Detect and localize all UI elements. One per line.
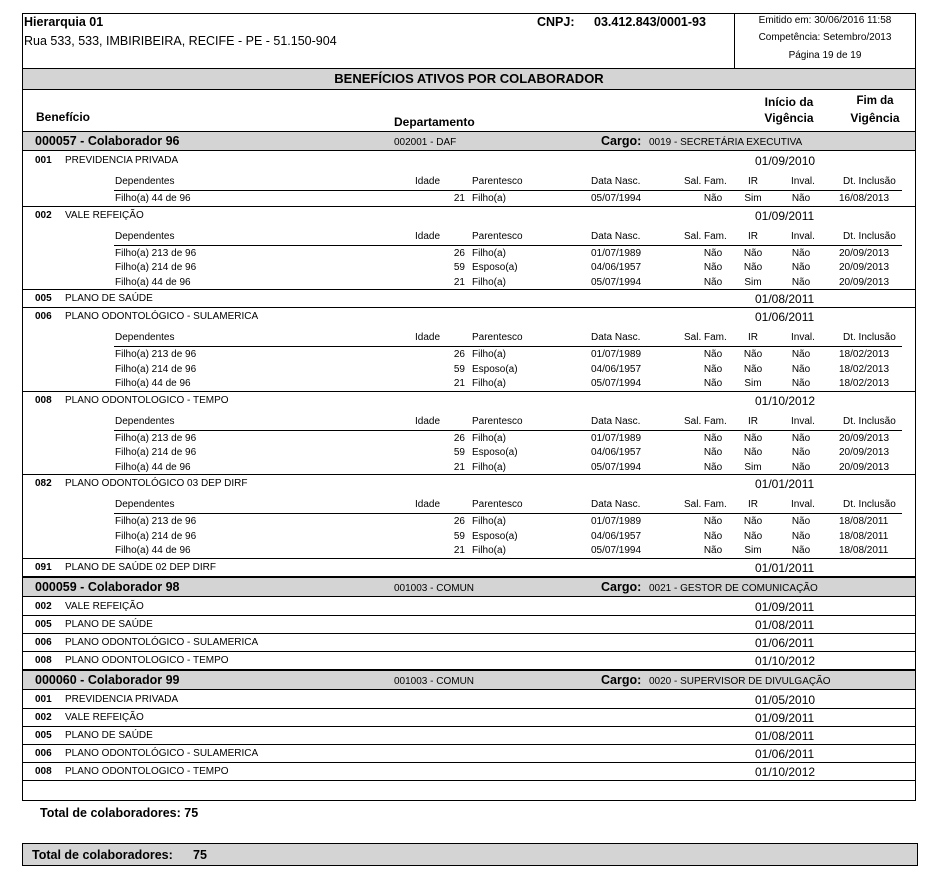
dependent-name: Filho(a) 214 de 96	[115, 262, 197, 273]
dependent-sf: Não	[703, 363, 723, 375]
employee-cargo: 0020 - SUPERVISOR DE DIVULGAÇÃO	[649, 675, 831, 687]
dep-header-sf: Sal. Fam.	[684, 415, 727, 427]
dependent-sf: Não	[703, 378, 723, 389]
dependent-par: Esposo(a)	[472, 262, 518, 273]
report-title: BENEFÍCIOS ATIVOS POR COLABORADOR	[22, 68, 916, 90]
dep-header-inv: Inval.	[791, 176, 815, 187]
employee-header	[23, 670, 915, 690]
dependent-idade: 21	[453, 378, 465, 389]
dependent-dn: 05/07/1994	[591, 378, 642, 389]
dependent-dt: 20/09/2013	[839, 276, 890, 288]
dependent-inv: Não	[791, 461, 811, 473]
benefit-row	[23, 727, 915, 743]
dependent-idade: 26	[453, 516, 465, 527]
benefit-start-date: 01/10/2012	[755, 764, 816, 779]
dependent-sf: Não	[703, 545, 723, 556]
dependents-header-rule	[114, 190, 902, 191]
dependent-dt: 20/09/2013	[839, 262, 890, 273]
employee-header	[23, 577, 915, 597]
benefit-start-date: 01/01/2011	[755, 560, 815, 575]
dep-header-name: Dependentes	[115, 332, 175, 343]
employee-code: 000060 - Colaborador 99	[35, 672, 180, 687]
benefit-row	[23, 691, 915, 707]
dependent-dt: 18/08/2011	[839, 516, 889, 527]
dep-header-dt: Dt. Inclusão	[843, 332, 896, 343]
dependent-dn: 01/07/1989	[591, 516, 642, 527]
employee-code: 000057 - Colaborador 96	[35, 134, 180, 148]
dep-header-dn: Data Nasc.	[591, 332, 641, 343]
dependent-idade: 59	[453, 363, 465, 375]
benefit-start-date: 01/01/2011	[755, 477, 815, 491]
benefit-name: PLANO ODONTOLÓGICO - SULAMERICA	[65, 311, 259, 322]
cnpj-label: CNPJ:	[537, 15, 575, 29]
dep-header-dt: Dt. Inclusão	[843, 230, 896, 242]
dependent-name: Filho(a) 44 de 96	[115, 276, 191, 288]
dependent-sf: Não	[703, 247, 723, 259]
employee-header	[23, 131, 915, 151]
dependent-name: Filho(a) 214 de 96	[115, 447, 197, 458]
company-address: Rua 533, 533, IMBIRIBEIRA, RECIFE - PE - 51.150-904	[24, 34, 337, 48]
dependent-dn: 01/07/1989	[591, 349, 642, 360]
dependent-par: Filho(a)	[472, 193, 506, 204]
benefit-start-date: 01/09/2011	[755, 710, 815, 725]
dependent-ir: Sim	[744, 193, 762, 204]
dependent-sf: Não	[703, 349, 723, 360]
cargo-label: Cargo:	[601, 579, 642, 594]
dependent-name: Filho(a) 214 de 96	[115, 530, 197, 542]
benefit-code: 008	[35, 765, 52, 777]
dependent-inv: Não	[791, 262, 811, 273]
benefit-start-date: 01/06/2011	[755, 310, 815, 324]
dep-header-sf: Sal. Fam.	[684, 332, 727, 343]
dependent-idade: 26	[453, 432, 465, 444]
dependents-header	[23, 416, 915, 430]
employee-department: 001003 - COMUN	[394, 582, 475, 594]
dependent-inv: Não	[791, 447, 811, 458]
dependent-ir: Não	[743, 363, 763, 375]
dependent-par: Filho(a)	[472, 276, 506, 288]
employee-department: 002001 - DAF	[394, 137, 457, 148]
benefit-start-date: 01/10/2012	[755, 393, 816, 408]
benefit-start-date: 01/08/2011	[755, 292, 815, 306]
benefit-name: VALE REFEIÇÃO	[65, 600, 144, 612]
col-departamento: Departamento	[394, 115, 475, 129]
dependent-row	[23, 531, 915, 545]
dep-header-sf: Sal. Fam.	[684, 499, 727, 510]
dependent-dt: 18/08/2011	[839, 545, 889, 556]
dependent-inv: Não	[791, 530, 811, 542]
dep-header-inv: Inval.	[791, 499, 815, 510]
dependents-header	[23, 499, 915, 513]
dep-header-sf: Sal. Fam.	[684, 176, 727, 187]
dependents-header-rule	[114, 513, 902, 514]
dependent-ir: Não	[743, 247, 763, 259]
total-colaboradores: Total de colaboradores: 75	[40, 806, 199, 820]
benefit-row	[23, 392, 915, 408]
dep-header-ir: IR	[748, 176, 758, 187]
dep-header-ir: IR	[748, 415, 758, 427]
dependent-par: Esposo(a)	[472, 447, 518, 458]
dep-header-name: Dependentes	[115, 230, 175, 242]
dependent-inv: Não	[791, 545, 811, 556]
dependent-row	[23, 248, 915, 262]
dependent-par: Filho(a)	[472, 461, 506, 473]
dependent-ir: Sim	[744, 276, 762, 288]
dep-header-ir: IR	[748, 230, 758, 242]
benefit-name: PLANO DE SAÚDE	[65, 729, 153, 741]
employee-department: 001003 - COMUN	[394, 675, 475, 687]
dependent-sf: Não	[703, 447, 723, 458]
dependent-sf: Não	[703, 432, 723, 444]
dependent-par: Filho(a)	[472, 516, 506, 527]
dependent-ir: Sim	[744, 461, 762, 473]
dependents-header	[23, 231, 915, 245]
employee-cargo: 0021 - GESTOR DE COMUNICAÇÃO	[649, 582, 818, 594]
col-fim-1: Fim da	[856, 95, 894, 107]
dep-header-dn: Data Nasc.	[591, 230, 641, 242]
dependent-par: Filho(a)	[472, 545, 506, 556]
dep-header-inv: Inval.	[791, 230, 815, 242]
cargo-label: Cargo:	[601, 672, 642, 687]
dependents-header	[23, 176, 915, 190]
emitted-date: Emitido em: 30/06/2016 11:58	[758, 15, 892, 26]
dependent-name: Filho(a) 213 de 96	[115, 432, 197, 444]
dependent-name: Filho(a) 213 de 96	[115, 349, 197, 360]
dependent-sf: Não	[703, 516, 723, 527]
dependent-inv: Não	[791, 432, 811, 444]
dependent-row	[23, 364, 915, 378]
dependent-ir: Não	[743, 349, 763, 360]
benefit-code: 006	[35, 311, 52, 322]
dependents-header-rule	[114, 430, 902, 431]
dependent-idade: 59	[453, 530, 465, 542]
col-inicio-1: Início da	[764, 95, 814, 109]
benefit-name: PLANO DE SAÚDE 02 DEP DIRF	[65, 561, 216, 573]
dependent-name: Filho(a) 213 de 96	[115, 516, 197, 527]
dependent-idade: 21	[453, 461, 465, 473]
dependent-par: Filho(a)	[472, 349, 506, 360]
col-beneficio: Benefício	[36, 110, 91, 124]
dependent-par: Filho(a)	[472, 247, 506, 259]
dep-header-ir: IR	[748, 332, 758, 343]
employee-cargo: 0019 - SECRETÁRIA EXECUTIVA	[649, 137, 803, 148]
cnpj-value: 03.412.843/0001-93	[594, 15, 706, 29]
dep-header-dt: Dt. Inclusão	[843, 415, 896, 427]
dependent-dn: 05/07/1994	[591, 545, 642, 556]
dep-header-par: Parentesco	[472, 415, 523, 427]
benefit-row	[23, 308, 915, 324]
benefit-code: 002	[35, 600, 52, 612]
grand-total-bar	[22, 843, 918, 866]
benefit-row	[23, 475, 915, 491]
dependent-idade: 26	[453, 247, 465, 259]
dependent-inv: Não	[791, 378, 811, 389]
dependent-par: Esposo(a)	[472, 363, 518, 375]
dependent-name: Filho(a) 44 de 96	[115, 193, 191, 204]
grand-total-label: Total de colaboradores:	[32, 848, 173, 862]
benefit-name: PLANO ODONTOLÓGICO 03 DEP DIRF	[65, 478, 248, 489]
dependent-dt: 20/09/2013	[839, 461, 890, 473]
col-inicio-2: Vigência	[764, 111, 814, 125]
dep-header-par: Parentesco	[472, 176, 523, 187]
dep-header-par: Parentesco	[472, 332, 523, 343]
dependent-sf: Não	[703, 461, 723, 473]
dependent-row	[23, 262, 915, 276]
dependent-inv: Não	[791, 363, 811, 375]
benefit-row	[23, 598, 915, 614]
dependent-row	[23, 349, 915, 363]
benefit-name: PLANO ODONTOLOGICO - TEMPO	[65, 394, 229, 406]
benefit-name: PREVIDENCIA PRIVADA	[65, 693, 179, 705]
employee-code: 000059 - Colaborador 98	[35, 579, 180, 594]
dep-header-name: Dependentes	[115, 176, 175, 187]
dep-header-idade: Idade	[415, 230, 441, 242]
benefit-row	[23, 290, 915, 306]
dep-header-inv: Inval.	[791, 415, 815, 427]
benefit-row	[23, 652, 915, 668]
dependent-idade: 59	[453, 262, 465, 273]
benefit-row	[23, 559, 915, 575]
dependent-ir: Não	[743, 516, 763, 527]
benefit-code: 006	[35, 747, 52, 759]
benefit-code: 001	[35, 693, 52, 705]
dependent-inv: Não	[791, 193, 811, 204]
dependent-idade: 26	[453, 349, 465, 360]
dependent-name: Filho(a) 44 de 96	[115, 378, 191, 389]
dependent-name: Filho(a) 214 de 96	[115, 363, 197, 375]
dependent-row	[23, 433, 915, 447]
dependent-ir: Não	[743, 262, 763, 273]
dependent-dn: 04/06/1957	[591, 530, 642, 542]
benefit-name: PLANO DE SAÚDE	[65, 293, 153, 304]
dependent-inv: Não	[791, 349, 811, 360]
row-separator	[23, 780, 915, 781]
dependent-dn: 05/07/1994	[591, 276, 642, 288]
dep-header-sf: Sal. Fam.	[684, 230, 727, 242]
dep-header-idade: Idade	[415, 176, 441, 187]
dependent-dn: 01/07/1989	[591, 247, 642, 259]
dep-header-idade: Idade	[415, 499, 441, 510]
competencia: Competência: Setembro/2013	[758, 32, 892, 43]
benefit-name: PREVIDENCIA PRIVADA	[65, 155, 179, 166]
benefit-start-date: 01/09/2010	[755, 154, 816, 168]
dependent-idade: 21	[453, 276, 465, 288]
dependent-ir: Sim	[744, 545, 762, 556]
benefit-name: PLANO ODONTOLÓGICO - SULAMERICA	[65, 747, 259, 759]
benefit-name: PLANO ODONTOLOGICO - TEMPO	[65, 765, 229, 777]
dependent-ir: Não	[743, 447, 763, 458]
benefit-code: 006	[35, 636, 52, 648]
dependent-par: Esposo(a)	[472, 530, 518, 542]
benefit-row	[23, 763, 915, 779]
dependent-dt: 20/09/2013	[839, 247, 890, 259]
dep-header-par: Parentesco	[472, 230, 523, 242]
dependent-sf: Não	[703, 262, 723, 273]
benefit-code: 005	[35, 293, 52, 304]
col-fim-2: Vigência	[850, 111, 900, 125]
benefit-code: 001	[35, 155, 52, 166]
dependents-header	[23, 332, 915, 346]
dep-header-ir: IR	[748, 499, 758, 510]
dependent-sf: Não	[703, 193, 723, 204]
dep-header-dt: Dt. Inclusão	[843, 499, 896, 510]
dependents-header-rule	[114, 245, 902, 246]
benefit-code: 091	[35, 561, 52, 573]
dependent-name: Filho(a) 44 de 96	[115, 461, 191, 473]
benefit-code: 008	[35, 394, 52, 406]
company-name: Hierarquia 01	[24, 15, 104, 29]
dependent-dn: 04/06/1957	[591, 447, 642, 458]
dep-header-dt: Dt. Inclusão	[843, 176, 896, 187]
benefit-row	[23, 634, 915, 650]
dependent-row	[23, 516, 915, 530]
dependent-dt: 16/08/2013	[839, 193, 890, 204]
benefit-row	[23, 152, 915, 168]
benefit-code: 005	[35, 618, 52, 630]
dependent-ir: Sim	[744, 378, 762, 389]
dependent-row	[23, 447, 915, 461]
dependent-dn: 04/06/1957	[591, 262, 642, 273]
dependent-par: Filho(a)	[472, 432, 506, 444]
benefit-name: VALE REFEIÇÃO	[65, 711, 144, 723]
dependent-name: Filho(a) 44 de 96	[115, 545, 191, 556]
dependent-idade: 21	[453, 545, 465, 556]
benefit-row	[23, 745, 915, 761]
dep-header-idade: Idade	[415, 332, 441, 343]
dependents-header-rule	[114, 346, 902, 347]
benefit-start-date: 01/06/2011	[755, 746, 815, 761]
dependent-dt: 18/08/2011	[839, 530, 889, 542]
dep-header-dn: Data Nasc.	[591, 176, 641, 187]
benefit-start-date: 01/10/2012	[755, 653, 816, 668]
benefit-start-date: 01/05/2010	[755, 692, 816, 707]
dependent-dn: 05/07/1994	[591, 461, 642, 473]
dep-header-par: Parentesco	[472, 499, 523, 510]
cargo-label: Cargo:	[601, 134, 642, 148]
dependent-inv: Não	[791, 247, 811, 259]
benefit-code: 002	[35, 209, 52, 221]
benefit-code: 008	[35, 654, 52, 666]
dependent-dn: 05/07/1994	[591, 193, 642, 204]
dependent-idade: 21	[453, 193, 465, 204]
benefit-start-date: 01/08/2011	[755, 617, 815, 632]
dependent-idade: 59	[453, 447, 465, 458]
benefit-start-date: 01/08/2011	[755, 728, 815, 743]
dep-header-dn: Data Nasc.	[591, 415, 641, 427]
page-number: Página 19 de 19	[788, 50, 862, 61]
benefit-name: PLANO DE SAÚDE	[65, 618, 153, 630]
benefit-start-date: 01/09/2011	[755, 599, 815, 614]
dependent-dn: 01/07/1989	[591, 432, 642, 444]
dependent-dt: 20/09/2013	[839, 432, 890, 444]
dependent-sf: Não	[703, 530, 723, 542]
dependent-inv: Não	[791, 276, 811, 288]
dependent-sf: Não	[703, 276, 723, 288]
dependent-dn: 04/06/1957	[591, 363, 642, 375]
benefit-start-date: 01/06/2011	[755, 635, 815, 650]
dep-header-dn: Data Nasc.	[591, 499, 641, 510]
dependent-dt: 18/02/2013	[839, 378, 890, 389]
dependent-dt: 18/02/2013	[839, 363, 890, 375]
benefit-code: 082	[35, 478, 52, 489]
benefit-start-date: 01/09/2011	[755, 208, 815, 223]
dependent-name: Filho(a) 213 de 96	[115, 247, 197, 259]
dep-header-name: Dependentes	[115, 499, 175, 510]
dependent-inv: Não	[791, 516, 811, 527]
dep-header-inv: Inval.	[791, 332, 815, 343]
benefit-code: 002	[35, 711, 52, 723]
dependent-par: Filho(a)	[472, 378, 506, 389]
benefit-row	[23, 616, 915, 632]
dep-header-name: Dependentes	[115, 415, 175, 427]
dependent-dt: 20/09/2013	[839, 447, 890, 458]
benefit-row	[23, 709, 915, 725]
grand-total-value: 75	[193, 848, 207, 862]
dependent-ir: Não	[743, 530, 763, 542]
benefit-name: PLANO ODONTOLOGICO - TEMPO	[65, 654, 229, 666]
benefit-code: 005	[35, 729, 52, 741]
dependent-dt: 18/02/2013	[839, 349, 890, 360]
dep-header-idade: Idade	[415, 415, 441, 427]
benefit-name: VALE REFEIÇÃO	[65, 209, 144, 221]
benefit-row	[23, 207, 915, 223]
dependent-ir: Não	[743, 432, 763, 444]
benefit-name: PLANO ODONTOLÓGICO - SULAMERICA	[65, 636, 259, 648]
